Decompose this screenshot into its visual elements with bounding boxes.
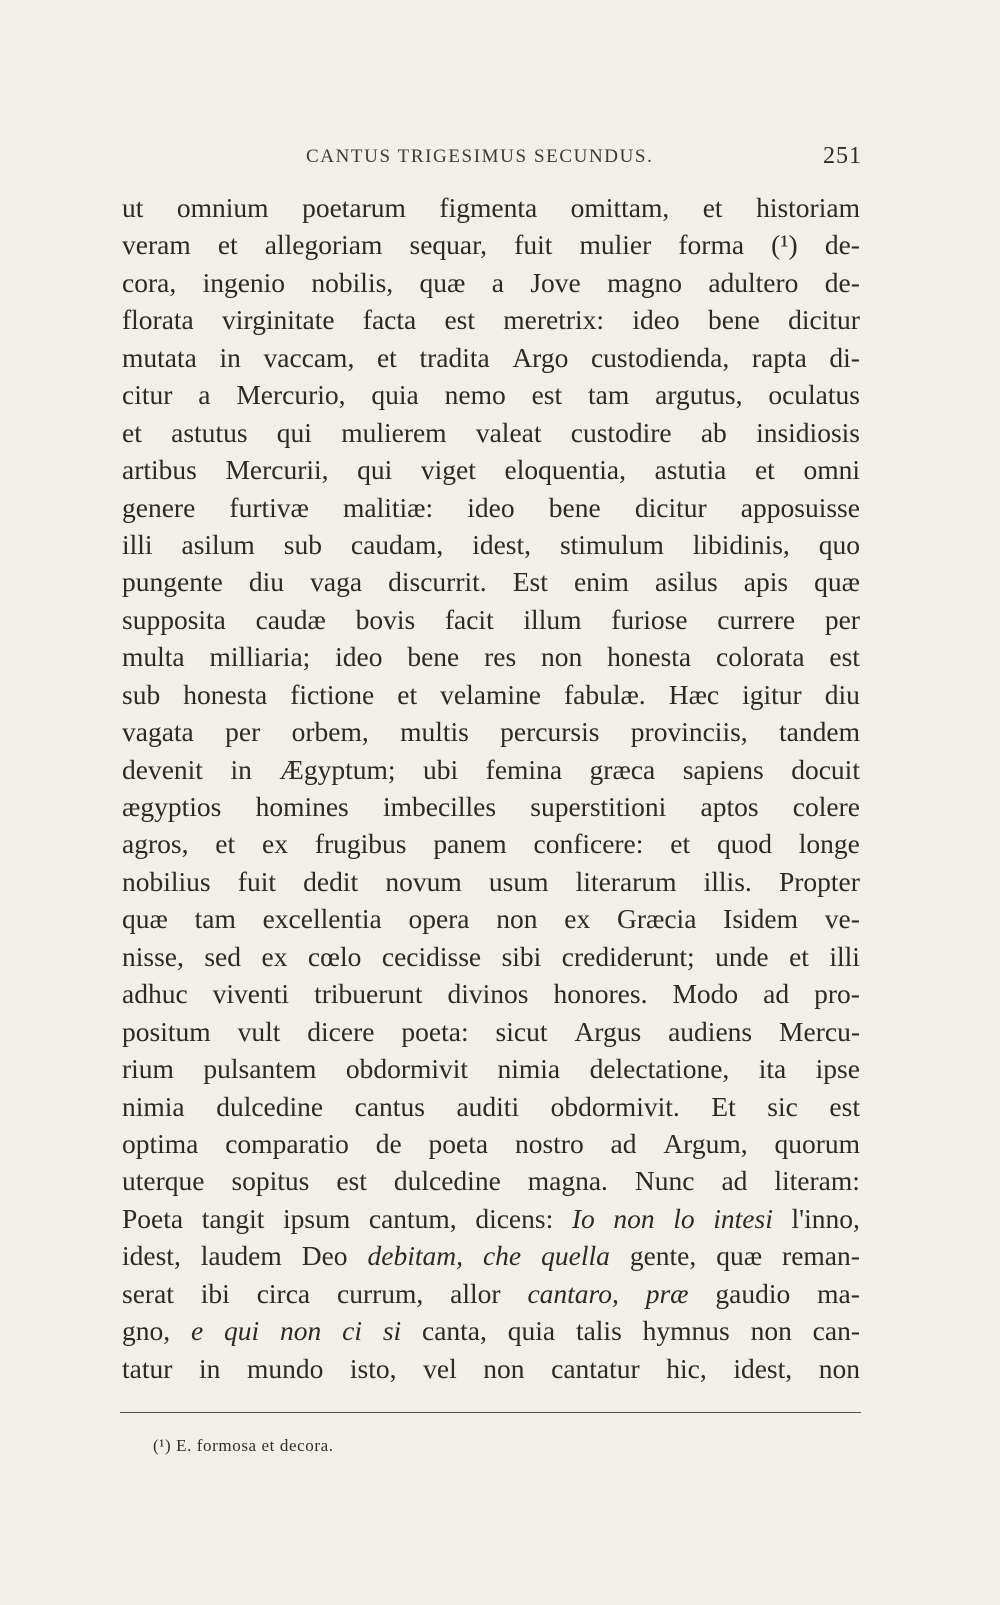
text-line: genere furtivæ malitiæ: ideo bene dicitur apposuisse [122,491,860,523]
text-line: nobilius fuit dedit novum usum literarum illis. Propter [122,865,860,897]
text-line: optima comparatio de poeta nostro ad Argum, quorum [122,1127,860,1159]
text-line: nimia dulcedine cantus auditi obdormivit. Et sic est [122,1090,860,1122]
text-line: Poeta tangit ipsum cantum, dicens: Io non lo intesi l'inno, [122,1202,860,1234]
text-line: florata virginitate facta est meretrix: ideo bene dicitur [122,304,860,336]
text-line: vagata per orbem, multis percursis provinciis, tandem [122,716,860,748]
text-line: adhuc viventi tribuerunt divinos honores. Modo ad pro- [122,978,860,1010]
body-text [122,189,860,1387]
text-line: supposita caudæ bovis facit illum furiose currere per [122,603,860,635]
text-line: et astutus qui mulierem valeat custodire ab insidiosis [122,416,860,448]
page-number: 251 [823,143,862,169]
text-line: devenit in Ægyptum; ubi femina græca sapiens docuit [122,753,860,785]
text-line: ægyptios homines imbecilles superstitioni aptos colere [122,791,860,822]
text-line: positum vult dicere poeta: sicut Argus audiens Mercu- [122,1015,860,1047]
text-line: ut omnium poetarum figmenta omittam, et historiam [122,192,860,223]
text-line: quæ tam excellentia opera non ex Græcia Isidem ve- [122,903,860,935]
text-line: cora, ingenio nobilis, quæ a Jove magno adultero de- [122,266,860,298]
text-line: multa milliaria; ideo bene res non honesta colorata est [122,641,860,673]
text-line: rium pulsantem obdormivit nimia delectatione, ita ipse [122,1053,860,1085]
text-line: nisse, sed ex cœlo cecidisse sibi crediderunt; unde et illi [122,940,860,972]
footnote-rule [120,1412,861,1413]
footnote-text: E. formosa et decora. [176,1436,334,1455]
text-line: mutata in vaccam, et tradita Argo custodienda, rapta di- [122,341,860,373]
text-line: idest, laudem Deo debitam, che quella gente, quæ reman- [122,1240,860,1272]
text-line: citur a Mercurio, quia nemo est tam argutus, oculatus [122,379,860,411]
text-line: artibus Mercurii, qui viget eloquentia, astutia et omni [122,454,860,486]
text-line: veram et allegoriam sequar, fuit mulier forma (¹) de- [122,229,860,261]
text-line: gno, e qui non ci si canta, quia talis hymnus non can- [122,1315,860,1347]
text-line: uterque sopitus est dulcedine magna. Nunc ad literam: [122,1165,860,1197]
running-title: CANTUS TRIGESIMUS SECUNDUS. [306,146,654,167]
text-line: serat ibi circa currum, allor cantaro, præ gaudio ma- [122,1277,860,1309]
text-line: tatur in mundo isto, vel non cantatur hic, idest, non [122,1352,860,1384]
text-line: agros, et ex frugibus panem conficere: et quod longe [122,828,860,860]
footnote [153,1436,334,1456]
footnote-marker: (¹) [153,1436,172,1455]
text-line: pungente diu vaga discurrit. Est enim asilus apis quæ [122,566,860,598]
text-line: illi asilum sub caudam, idest, stimulum libidinis, quo [122,528,860,560]
text-line: sub honesta fictione et velamine fabulæ. Hæc igitur diu [122,678,860,710]
